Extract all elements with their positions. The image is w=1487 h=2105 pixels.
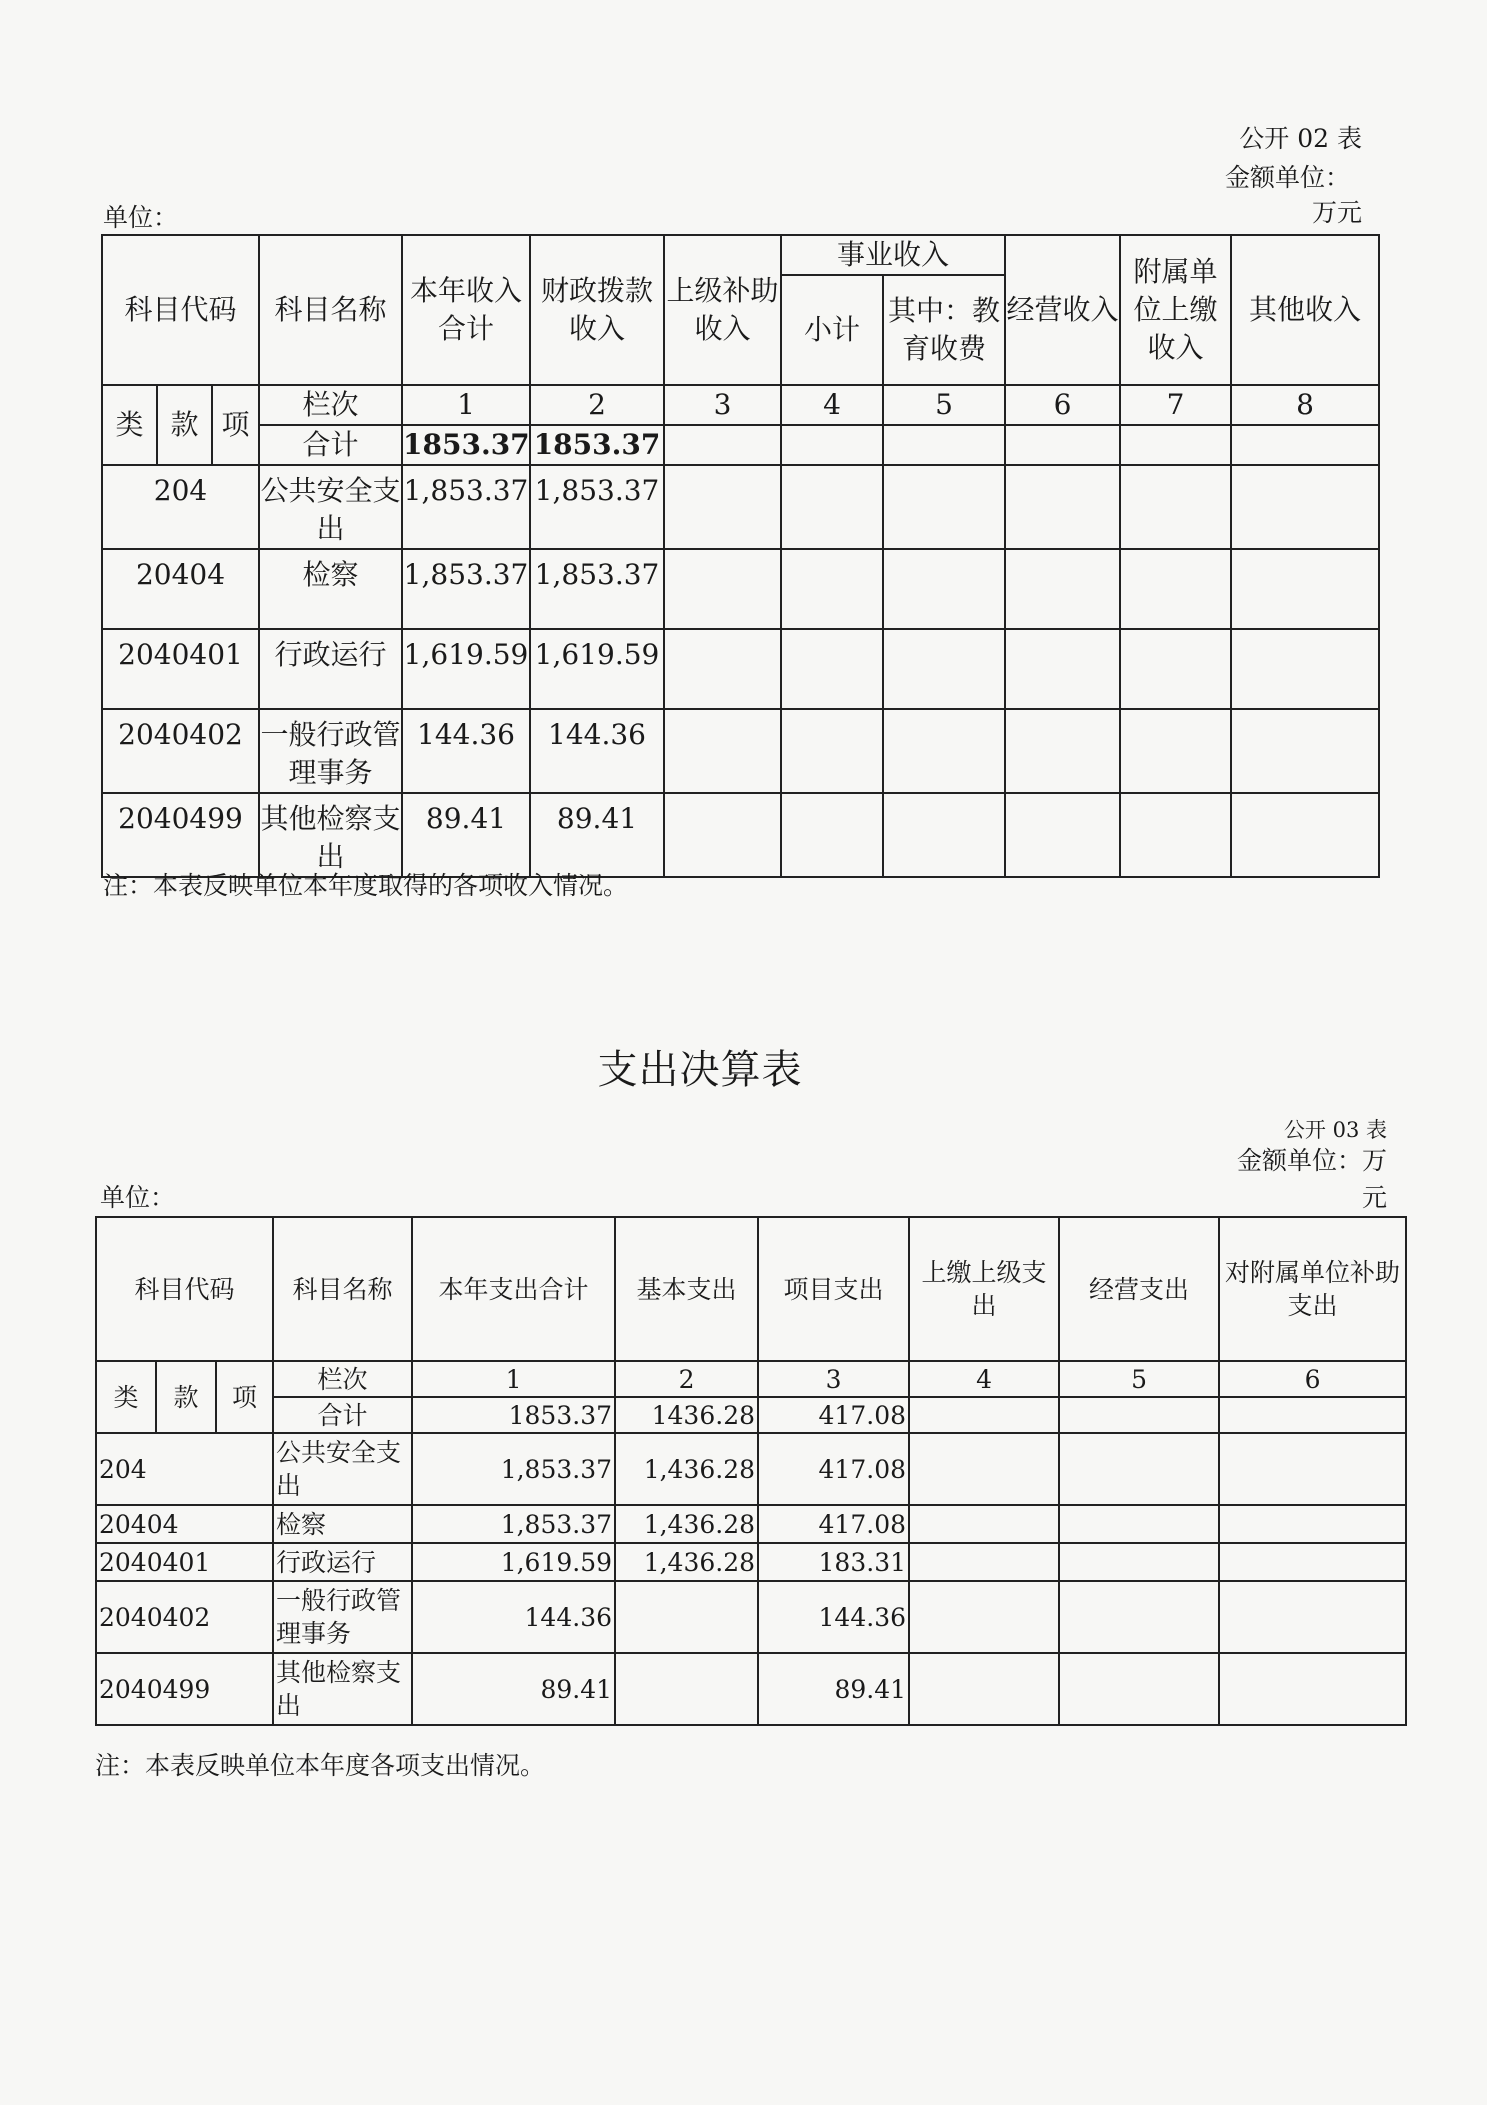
table-row — [96, 1581, 1406, 1653]
header-xiang: 项 — [216, 1361, 273, 1433]
amount-unit-value: 万元 — [1311, 198, 1362, 227]
page-title: 支出决算表 — [597, 1047, 803, 1093]
amount-unit-value: 元 — [1361, 1183, 1387, 1212]
row-value: 1,853.37 — [402, 465, 530, 549]
header-name: 科目名称 — [259, 235, 402, 385]
header-col2: 财政拨款收入 — [530, 235, 664, 385]
header-kuan: 款 — [156, 1361, 216, 1433]
table-row — [102, 793, 1379, 877]
total-value: 1853.37 — [412, 1397, 615, 1433]
header-col1: 本年支出合计 — [412, 1217, 615, 1361]
col-number: 6 — [1219, 1361, 1406, 1397]
row-value: 1,853.37 — [412, 1505, 615, 1543]
header-col5: 经营支出 — [1059, 1217, 1219, 1361]
header-lanci: 栏次 — [259, 385, 402, 425]
total-value: 1853.37 — [402, 425, 530, 465]
header-name: 科目名称 — [273, 1217, 412, 1361]
row-value: 89.41 — [402, 793, 530, 877]
row-value: 1,853.37 — [402, 549, 530, 629]
row-value — [615, 1653, 758, 1725]
col-number: 3 — [664, 385, 781, 425]
row-value: 1,853.37 — [412, 1433, 615, 1505]
total-value: 417.08 — [758, 1397, 909, 1433]
row-code: 2040402 — [96, 1581, 273, 1653]
header-col2: 基本支出 — [615, 1217, 758, 1361]
table-row — [96, 1543, 1406, 1581]
col-number: 3 — [758, 1361, 909, 1397]
row-name: 其他检察支出 — [259, 793, 402, 877]
table-row — [102, 709, 1379, 793]
amount-unit-label: 金额单位： — [1224, 163, 1350, 192]
row-value: 417.08 — [758, 1505, 909, 1543]
col-number: 6 — [1005, 385, 1120, 425]
row-value — [615, 1581, 758, 1653]
header-col3: 项目支出 — [758, 1217, 909, 1361]
row-value: 89.41 — [758, 1653, 909, 1725]
table-row — [96, 1505, 1406, 1543]
income-table — [101, 234, 1380, 878]
col-number: 2 — [615, 1361, 758, 1397]
col-number: 1 — [412, 1361, 615, 1397]
header-col8: 其他收入 — [1231, 235, 1379, 385]
header-col1: 本年收入合计 — [402, 235, 530, 385]
table-row — [96, 1433, 1406, 1505]
header-xiang: 项 — [212, 385, 259, 465]
expenditure-table — [95, 1216, 1407, 1726]
table-note: 注：本表反映单位本年度取得的各项收入情况。 — [103, 871, 629, 900]
col-number: 5 — [1059, 1361, 1219, 1397]
row-name: 检察 — [259, 549, 402, 629]
header-lei: 类 — [102, 385, 157, 465]
col-number: 7 — [1120, 385, 1231, 425]
row-code: 2040402 — [102, 709, 259, 793]
row-code: 20404 — [96, 1505, 273, 1543]
header-kuan: 款 — [157, 385, 212, 465]
amount-unit-label: 金额单位：万 — [1236, 1146, 1387, 1175]
header-col5: 其中：教育收费 — [883, 275, 1005, 385]
table-note: 注：本表反映单位本年度各项支出情况。 — [95, 1751, 546, 1780]
form-number: 公开 02 表 — [1239, 124, 1362, 153]
row-value: 1,619.59 — [402, 629, 530, 709]
col-number: 1 — [402, 385, 530, 425]
row-name: 一般行政管理事务 — [259, 709, 402, 793]
row-code: 2040499 — [96, 1653, 273, 1725]
row-value: 144.36 — [530, 709, 664, 793]
header-heji: 合计 — [259, 425, 402, 465]
table-row — [102, 629, 1379, 709]
header-col3: 上级补助收入 — [664, 235, 781, 385]
header-lei: 类 — [96, 1361, 156, 1433]
header-heji: 合计 — [273, 1397, 412, 1433]
row-value: 1,619.59 — [530, 629, 664, 709]
col-number: 2 — [530, 385, 664, 425]
row-code: 20404 — [102, 549, 259, 629]
table-row — [102, 465, 1379, 549]
col-number: 4 — [909, 1361, 1059, 1397]
row-code: 2040499 — [102, 793, 259, 877]
row-value: 183.31 — [758, 1543, 909, 1581]
row-value: 1,436.28 — [615, 1433, 758, 1505]
row-value: 1,853.37 — [530, 465, 664, 549]
table-row — [96, 1653, 1406, 1725]
row-name: 行政运行 — [273, 1543, 412, 1581]
row-value: 1,436.28 — [615, 1543, 758, 1581]
row-code: 204 — [96, 1433, 273, 1505]
row-value: 1,619.59 — [412, 1543, 615, 1581]
row-value: 1,436.28 — [615, 1505, 758, 1543]
row-value: 89.41 — [530, 793, 664, 877]
header-col4: 小计 — [781, 275, 883, 385]
row-value: 144.36 — [758, 1581, 909, 1653]
col-number: 4 — [781, 385, 883, 425]
unit-label: 单位： — [100, 1183, 176, 1212]
row-name: 其他检察支出 — [273, 1653, 412, 1725]
row-value: 1,853.37 — [530, 549, 664, 629]
row-name: 公共安全支出 — [259, 465, 402, 549]
col-number: 8 — [1231, 385, 1379, 425]
table-row — [102, 549, 1379, 629]
row-value: 144.36 — [412, 1581, 615, 1653]
header-code: 科目代码 — [96, 1217, 273, 1361]
header-col6: 经营收入 — [1005, 235, 1120, 385]
row-name: 一般行政管理事务 — [273, 1581, 412, 1653]
header-col7: 附属单位上缴收入 — [1120, 235, 1231, 385]
header-col4: 上缴上级支出 — [909, 1217, 1059, 1361]
row-value: 89.41 — [412, 1653, 615, 1725]
header-code: 科目代码 — [102, 235, 259, 385]
row-value: 144.36 — [402, 709, 530, 793]
row-code: 204 — [102, 465, 259, 549]
col-number: 5 — [883, 385, 1005, 425]
row-name: 行政运行 — [259, 629, 402, 709]
unit-label: 单位： — [103, 203, 179, 232]
row-name: 检察 — [273, 1505, 412, 1543]
row-code: 2040401 — [102, 629, 259, 709]
row-name: 公共安全支出 — [273, 1433, 412, 1505]
form-number: 公开 03 表 — [1283, 1118, 1387, 1142]
row-code: 2040401 — [96, 1543, 273, 1581]
header-col6: 对附属单位补助支出 — [1219, 1217, 1406, 1361]
total-value: 1436.28 — [615, 1397, 758, 1433]
total-value: 1853.37 — [530, 425, 664, 465]
header-lanci: 栏次 — [273, 1361, 412, 1397]
row-value: 417.08 — [758, 1433, 909, 1505]
header-group: 事业收入 — [781, 235, 1005, 275]
